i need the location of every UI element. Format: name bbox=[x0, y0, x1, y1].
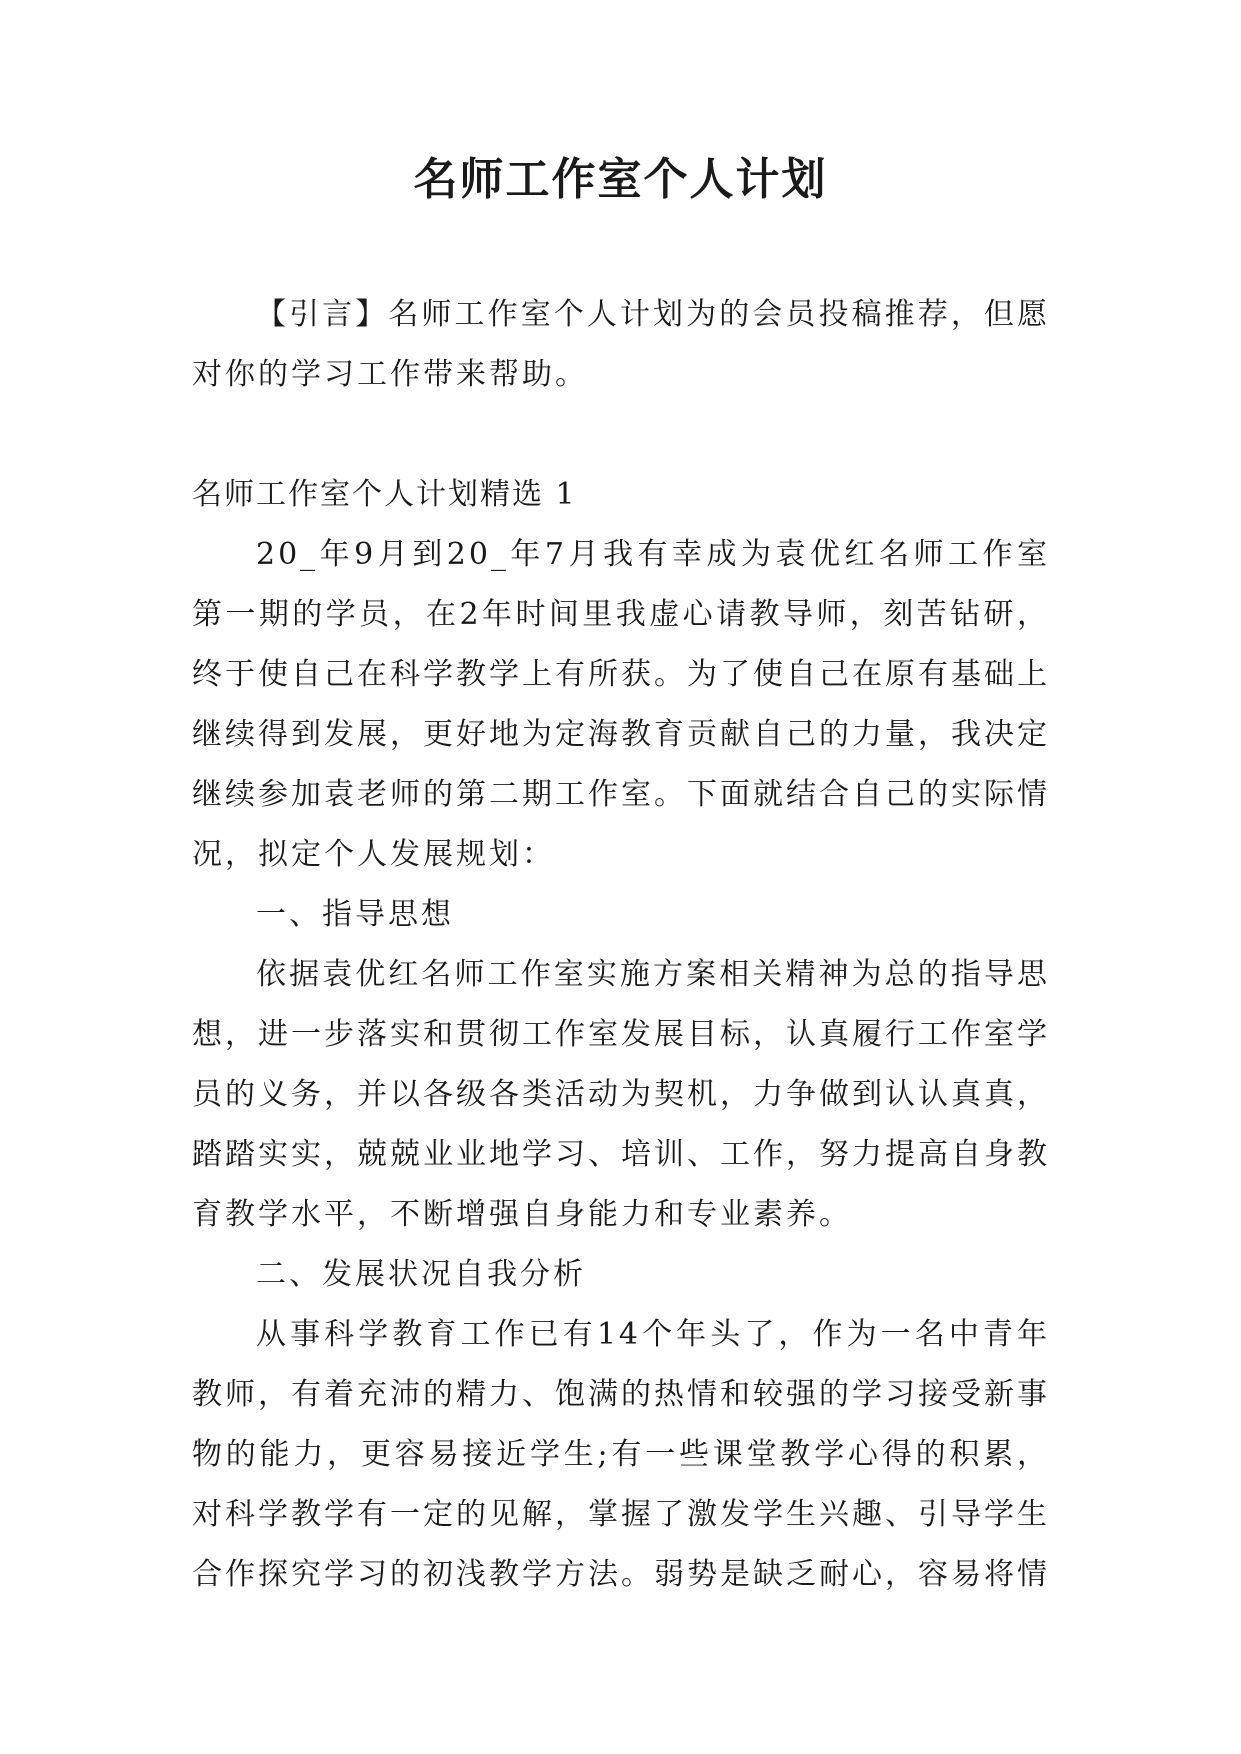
document-body bbox=[192, 525, 1050, 1605]
document-title: 名师工作室个人计划 bbox=[413, 154, 828, 205]
body-paragraph: 20_年9月到20_年7月我有幸成为袁优红名师工作室第一期的学员，在2年时间里我虚心请教导师，刻苦钻研，终于使自己在科学教学上有所获。为了使自己在原有基础上继续得到发展，更好地为定海教育贡献自己的力量，我决定继续参加袁老师的第二期工作室。下面就结合自己的实际情况，拟定个人发展规划： bbox=[192, 537, 1050, 872]
body-paragraph: 依据袁优红名师工作室实施方案相关精神为总的指导思想，进一步落实和贯彻工作室发展目标，认真履行工作室学员的义务，并以各级各类活动为契机，力争做到认认真真，踏踏实实，兢兢业业地学习、培训、工作，努力提高自身教育教学水平，不断增强自身能力和专业素养。 bbox=[192, 957, 1050, 1232]
section-heading: 名师工作室个人计划精选 1 bbox=[192, 477, 577, 512]
subheading-guiding-ideology: 一、指导思想 bbox=[256, 897, 454, 932]
subheading-self-analysis: 二、发展状况自我分析 bbox=[256, 1257, 586, 1292]
body-paragraph: 从事科学教育工作已有14个年头了，作为一名中青年教师，有着充沛的精力、饱满的热情和较强的学习接受新事物的能力，更容易接近学生;有一些课堂教学心得的积累，对科学教学有一定的见解，掌握了激发学生兴趣、引导学生合作探究学习的初浅教学方法。弱势是缺乏耐心，容易将情 bbox=[192, 1317, 1050, 1592]
intro-paragraph: 【引言】名师工作室个人计划为的会员投稿推荐，但愿对你的学习工作带来帮助。 bbox=[192, 297, 1050, 392]
